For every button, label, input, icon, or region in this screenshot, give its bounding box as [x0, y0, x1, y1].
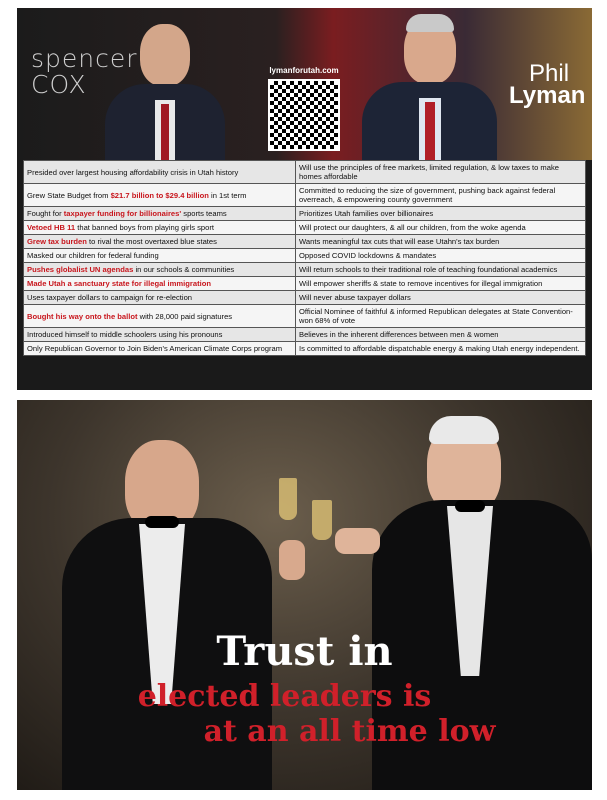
- lyman-claim-cell: Prioritizes Utah families over billionaires: [296, 207, 586, 221]
- cox-claim-cell: [24, 342, 296, 356]
- candidate-left-last: COX: [31, 70, 87, 99]
- claim-text: Uses taxpayer dollars to campaign for re-election: [27, 293, 193, 302]
- cox-claim-cell: [24, 161, 296, 184]
- highlight-text: Pushes globalist UN agendas: [27, 265, 134, 274]
- cox-claim-cell: [24, 328, 296, 342]
- table-row: [24, 161, 586, 184]
- lyman-claim-cell: Is committed to affordable dispatchable energy & making Utah energy independent.: [296, 342, 586, 356]
- table-row: [24, 235, 586, 249]
- headline-line-2: elected leaders is: [137, 679, 432, 714]
- champagne-glass-left-icon: [279, 478, 297, 520]
- claim-text: Grew State Budget from: [27, 190, 111, 200]
- lyman-claim-cell: Will use the principles of free markets, limited regulation, & low taxes to make homes affordable: [296, 161, 586, 184]
- cox-claim-cell: [24, 277, 296, 291]
- headline-line-3: at an all time low: [203, 714, 496, 749]
- table-row: [24, 207, 586, 221]
- table-row: [24, 263, 586, 277]
- lyman-claim-cell: Committed to reducing the size of government, pushing back against federal overreach, & empowering county government: [296, 184, 586, 207]
- cox-claim-cell: [24, 235, 296, 249]
- table-row: [24, 221, 586, 235]
- highlight-text: Grew tax burden: [27, 237, 87, 246]
- table-row: [24, 184, 586, 207]
- claim-text: sports teams: [181, 209, 227, 218]
- claim-text: in our schools & communities: [133, 265, 235, 274]
- comparison-header: [17, 8, 592, 160]
- highlight-text: $21.7 billion to $29.4 billion: [110, 190, 209, 200]
- lyman-claim-cell: Opposed COVID lockdowns & mandates: [296, 249, 586, 263]
- cox-claim-cell: [24, 249, 296, 263]
- toast-photo-card: [17, 400, 592, 790]
- highlight-text: taxpayer funding for billionaires': [63, 209, 182, 218]
- highlight-text: Bought his way onto the ballot: [27, 311, 138, 321]
- table-row: [24, 291, 586, 305]
- table-row: [24, 342, 586, 356]
- candidate-right-photo: [362, 10, 497, 160]
- highlight-text: Made Utah a sanctuary state for illegal immigration: [27, 279, 211, 288]
- comparison-card: [17, 8, 592, 390]
- claim-text: Introduced himself to middle schoolers using his pronouns: [27, 330, 223, 339]
- candidate-right-first: Phil: [529, 60, 570, 87]
- qr-code-block: [259, 66, 349, 151]
- claim-text: Fought for: [27, 209, 64, 218]
- cox-claim-cell: [24, 305, 296, 328]
- claim-text: to rival the most overtaxed blue states: [86, 237, 217, 246]
- candidate-left-first: spencer: [31, 44, 138, 73]
- cox-claim-cell: [24, 291, 296, 305]
- lyman-claim-cell: Will empower sheriffs & state to remove incentives for illegal immigration: [296, 277, 586, 291]
- claim-text: in 1st term: [208, 190, 247, 200]
- cox-claim-cell: [24, 263, 296, 277]
- website-url[interactable]: lymanforutah.com: [269, 66, 339, 75]
- table-row: [24, 328, 586, 342]
- table-row: [24, 305, 586, 328]
- lyman-claim-cell: Wants meaningful tax cuts that will ease Utahn's tax burden: [296, 235, 586, 249]
- qr-code-icon[interactable]: [268, 79, 340, 151]
- claim-text: with 28,000 paid signatures: [137, 311, 233, 321]
- candidate-right-last: Lyman: [509, 82, 586, 109]
- highlight-text: Vetoed HB 11: [27, 223, 76, 232]
- cox-claim-cell: [24, 207, 296, 221]
- claim-text: Presided over largest housing affordability crisis in Utah history: [27, 167, 239, 177]
- lyman-claim-cell: Will return schools to their traditional role of teaching foundational academics: [296, 263, 586, 277]
- claim-text: Only Republican Governor to Join Biden's American Climate Corps program: [27, 344, 283, 353]
- table-row: [24, 277, 586, 291]
- claim-text: that banned boys from playing girls sport: [75, 223, 214, 232]
- claim-text: Masked our children for federal funding: [27, 251, 159, 260]
- cox-claim-cell: [24, 221, 296, 235]
- cox-claim-cell: [24, 184, 296, 207]
- table-row: [24, 249, 586, 263]
- lyman-claim-cell: Believes in the inherent differences between men & women: [296, 328, 586, 342]
- comparison-table: [23, 160, 586, 356]
- lyman-claim-cell: Will protect our daughters, & all our children, from the woke agenda: [296, 221, 586, 235]
- lyman-claim-cell: Will never abuse taxpayer dollars: [296, 291, 586, 305]
- champagne-glass-right-icon: [312, 500, 332, 540]
- candidate-left-photo: [105, 10, 225, 160]
- lyman-claim-cell: Official Nominee of faithful & informed Republican delegates at State Convention- won 68% of vote: [296, 305, 586, 328]
- headline-line-1: Trust in: [216, 628, 393, 675]
